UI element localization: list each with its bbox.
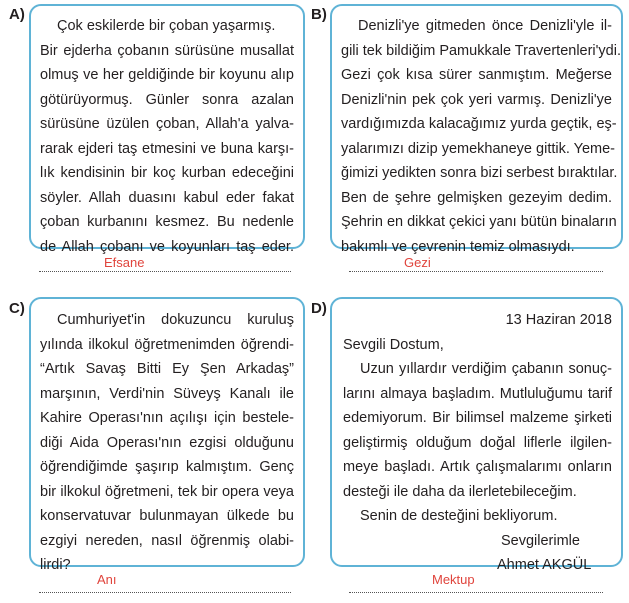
panel-a-text (40, 14, 294, 259)
panel-c-answer-line (39, 592, 291, 593)
text-line: vardığımızda kalacağımız yurda geçtik, eş- (341, 116, 617, 132)
text-line: Gezi çok kısa sürer sanmıştım. Meğerse (341, 67, 612, 83)
text-line: larını almaya başladım. Mutluluğumu tarif (343, 385, 612, 402)
text-line: söyler. Allah duasını kabul eder fakat (40, 189, 294, 206)
text-line: Cumhuriyet'in dokuzuncu kuruluş (57, 312, 294, 328)
text-line: ğimizi yedikten sonra bizi serbest bıraktılar. (341, 165, 618, 181)
text-line: edemiyorum. Bir bilimsel malzeme şirketi (343, 410, 612, 426)
text-line: Bir ejderha çobanın sürüsüne musallat (40, 42, 294, 59)
text-line: lirdi? (40, 557, 71, 573)
panel-d-answer: Mektup (432, 572, 475, 587)
letter-greeting: Sevgili Dostum, (343, 336, 444, 353)
text-line: Denizli'ye gitmeden önce Denizli'yle il- (358, 18, 612, 34)
panel-b-box (330, 4, 623, 255)
text-line: olmuş ve her geldiğinde bir koyunu alıp (40, 67, 294, 83)
text-line: Kahire Operası'nın açılışı için bestele- (40, 410, 294, 426)
panel-d-box (330, 297, 623, 573)
text-line: diği Aida Operası'nın ezgisi olduğunu (40, 434, 294, 451)
panel-c-box (29, 297, 305, 573)
panel-d-letter: D) (311, 300, 327, 317)
panel-b-answer: Gezi (404, 255, 431, 270)
panel-b-letter: B) (311, 6, 327, 23)
panel-a-answer: Efsane (104, 255, 145, 270)
text-line: marşının, Verdi'nin Süveyş Kanalı ile (40, 385, 294, 402)
panel-a-answer-line (39, 271, 291, 272)
letter-closing: Senin de desteğini bekliyorum. (360, 508, 558, 524)
text-line: yalarımızı dizip yemekhaneye gittik. Yeme- (341, 140, 616, 157)
text-line: desteği ile daha da ilerletebileceğim. (343, 483, 577, 500)
text-line: geliştirmiş olduğum doğal liflerle ilgilen- (343, 434, 612, 451)
text-line: yılında ilkokul öğretmenimden öğrendi- (40, 336, 294, 353)
letter-date: 13 Haziran 2018 (505, 312, 612, 328)
text-line: Şehrin en dikkat çekici yanı bütün binaların (341, 214, 617, 230)
panel-c-letter: C) (9, 300, 25, 317)
text-line: meye başladı. Artık çalışmalarımı onların (343, 459, 612, 475)
text-line: Denizli'nin pek çok yeri varmış. Denizli'ye (341, 91, 612, 108)
text-line: Çok eskilerde bir çoban yaşarmış. (57, 18, 276, 34)
text-line: “Artık Savaş Bitti Ey Şen Arkadaş” (40, 361, 294, 377)
panel-c-answer: Anı (97, 572, 117, 587)
text-line: çoban kurbanını kesmez. Bu nedenle (40, 214, 294, 230)
text-line: ezgiyi nereden, nasıl öğrenmiş olabi- (40, 532, 294, 549)
panel-d-answer-line (349, 592, 603, 593)
letter-signature: Ahmet AKGÜL (497, 557, 592, 573)
text-line: Uzun yıllardır verdiğim çabanın sonuç- (360, 361, 612, 377)
text-line: öğrendiğimde şaşırıp kalmıştım. Genç (40, 459, 294, 475)
text-line: bir ilkokul öğretmeni, tek bir opera veya (40, 483, 294, 500)
panel-a-letter: A) (9, 6, 25, 23)
text-line: lık kendisinin bir koç kurban edeceğini (40, 165, 294, 181)
letter-signoff: Sevgilerimle (501, 532, 580, 549)
text-line: Ben de şehre gelmişken gezeyim dedim. (341, 189, 612, 206)
panel-b-text (341, 14, 621, 259)
panel-a-box (29, 4, 305, 255)
panel-b-answer-line (349, 271, 603, 272)
panel-d-text (343, 308, 612, 578)
text-line: sürüsüne üzülen çoban, Allah'a yalva- (40, 116, 294, 132)
text-line: götürüyormuş. Günler sonra azalan (40, 91, 294, 108)
panel-c-text (40, 308, 294, 578)
text-line: bakımlı ve çevrenin temiz olmasıydı. (341, 238, 575, 255)
text-line: rarak ejderi taş etmesini ve buna karşı- (40, 140, 294, 157)
text-line: de Allah çobanı ve koyunları taş eder. (40, 238, 294, 255)
text-line: gili tek bildiğim Pamukkale Travertenleri'ydi. (341, 42, 621, 59)
text-line: konservatuvar bulunmayan ülkede bu (40, 508, 294, 524)
